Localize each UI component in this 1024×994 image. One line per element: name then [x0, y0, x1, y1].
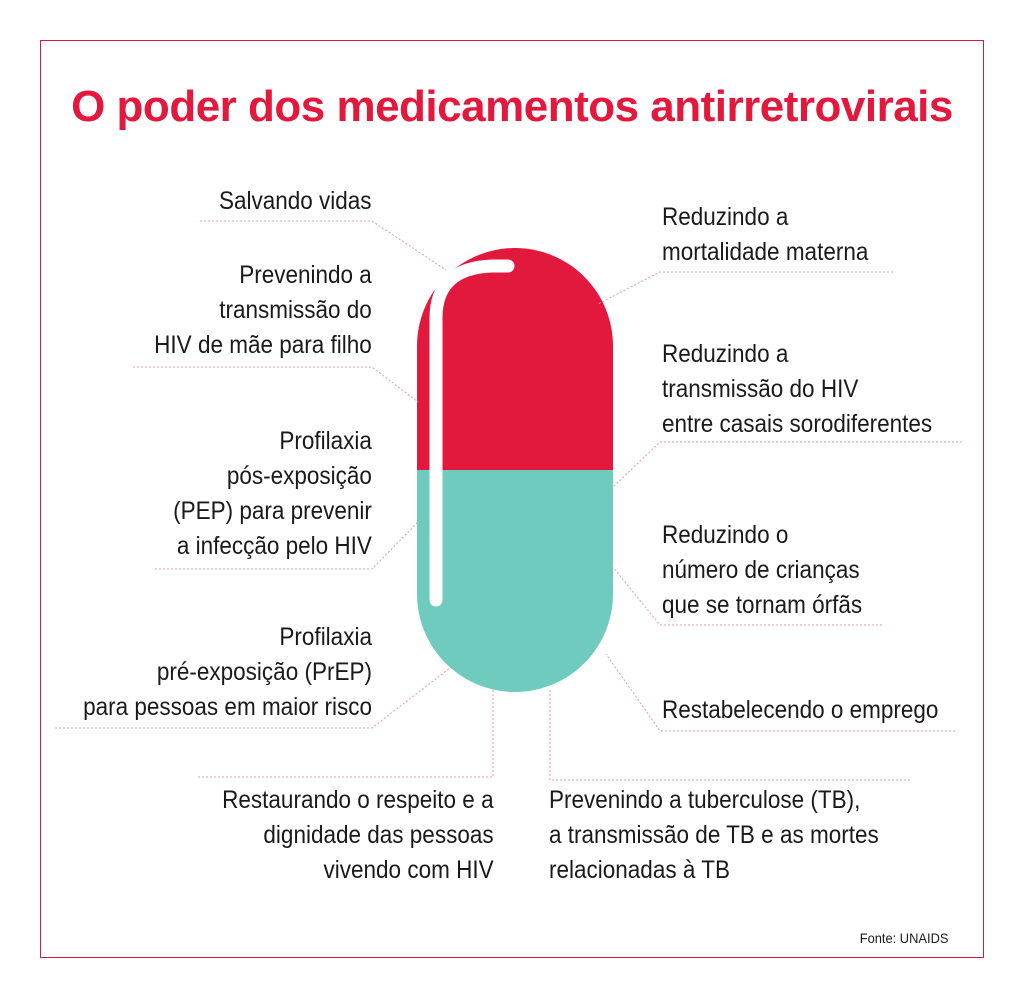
page-title: O poder dos medicamentos antirretrovirais — [71, 82, 953, 131]
label-line: Reduzindo a — [662, 340, 789, 368]
label-line: pré-exposição (PrEP) — [156, 658, 372, 686]
label-line: Reduzindo o — [662, 521, 789, 549]
label-prevenindo-mae-filho — [154, 258, 372, 363]
label-criancas-orfas — [662, 518, 862, 623]
label-line: para pessoas em maior risco — [83, 693, 372, 721]
label-mortalidade-materna — [662, 200, 868, 270]
label-pep — [173, 424, 372, 564]
label-line: pós-exposição — [226, 462, 372, 490]
label-line: número de crianças — [662, 556, 860, 584]
label-line: dignidade das pessoas — [263, 821, 494, 849]
label-salvando-vidas — [219, 184, 372, 219]
leader-mortalidade — [598, 272, 893, 304]
pill-capsule — [417, 248, 613, 692]
leader-casais — [612, 442, 962, 488]
label-line: (PEP) para prevenir — [173, 497, 372, 525]
label-line: transmissão do — [219, 296, 372, 324]
label-line: Restabelecendo o emprego — [662, 696, 939, 724]
label-prep — [83, 620, 372, 725]
label-line: a infecção pelo HIV — [176, 532, 372, 560]
label-casais-sorodiferentes — [662, 337, 932, 442]
label-line: que se tornam órfãs — [662, 591, 863, 619]
label-line: mortalidade materna — [662, 238, 869, 266]
label-line: vivendo com HIV — [323, 856, 494, 884]
label-tuberculose — [549, 783, 879, 888]
leader-prevenindo-mae — [133, 367, 418, 402]
label-line: entre casais sorodiferentes — [662, 410, 933, 438]
label-line: Reduzindo a — [662, 203, 789, 231]
source-credit: Fonte: UNAIDS — [859, 930, 948, 946]
label-dignidade — [223, 783, 494, 888]
label-line: transmissão do HIV — [662, 375, 859, 403]
pill-bottom-half — [417, 470, 613, 692]
label-line: Profilaxia — [279, 623, 372, 651]
label-line: Prevenindo a — [239, 261, 372, 289]
label-line: Salvando vidas — [219, 187, 372, 215]
label-line: Profilaxia — [279, 427, 372, 455]
label-line: HIV de mãe para filho — [154, 331, 372, 359]
label-line: relacionadas à TB — [549, 856, 730, 884]
label-line: Restaurando o respeito e a — [222, 786, 494, 814]
label-line: Prevenindo a tuberculose (TB), — [549, 786, 861, 814]
label-emprego — [662, 693, 938, 728]
label-line: a transmissão de TB e as mortes — [549, 821, 879, 849]
